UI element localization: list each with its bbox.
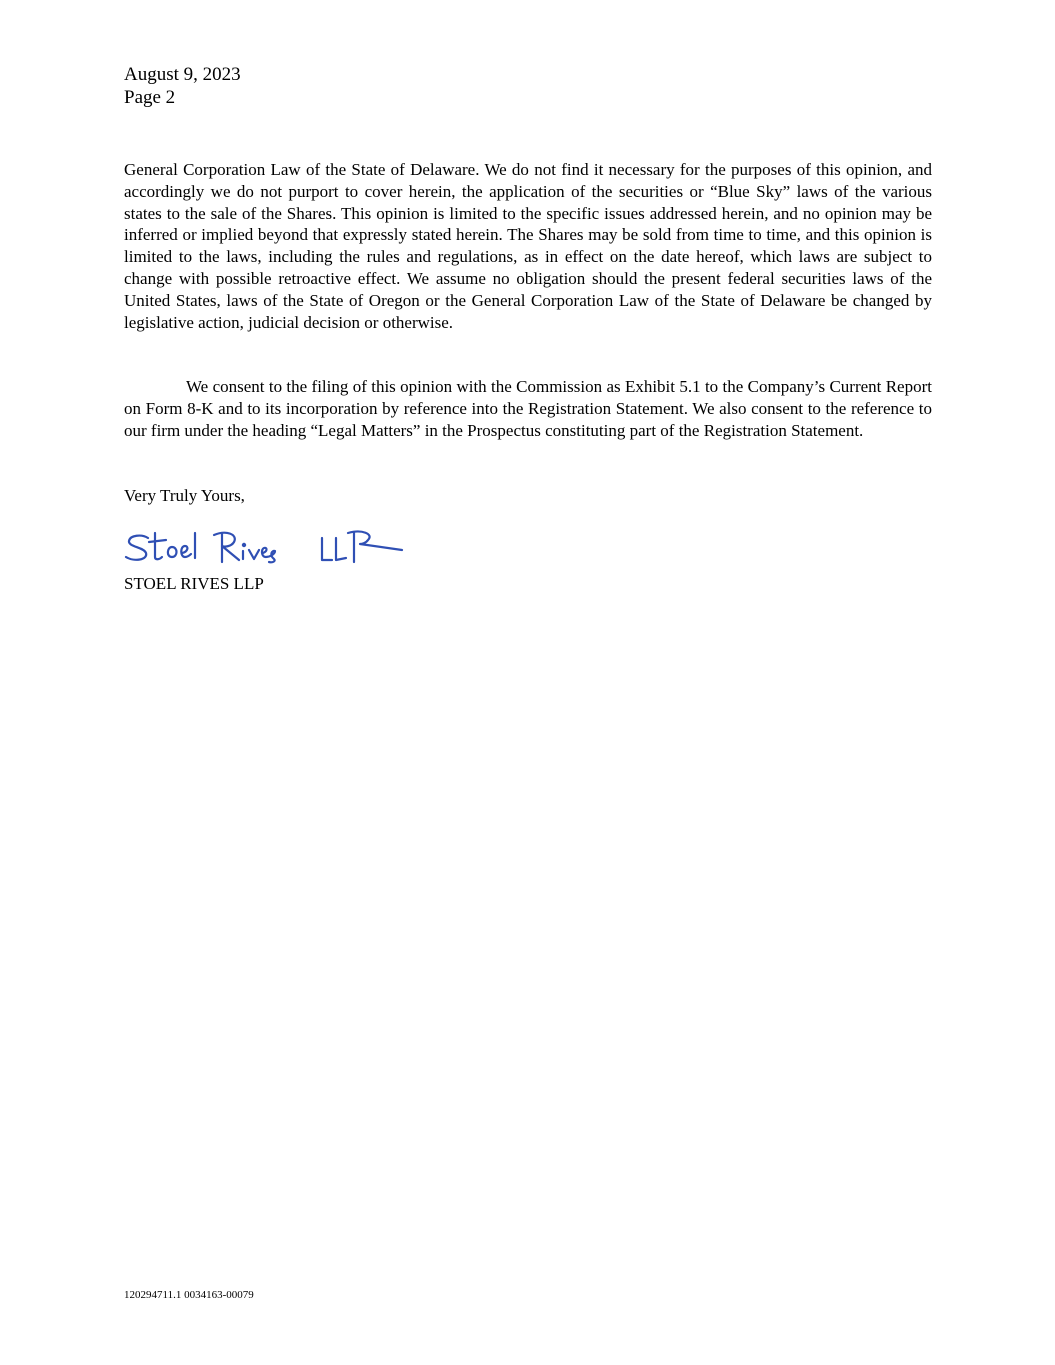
body-paragraph-2: We consent to the filing of this opinion with the Commission as Exhibit 5.1 to the Company’s Current Report on Form 8-K and to its incorporation by reference into the Registration Statement. We also consent to the reference to our firm under the heading “Legal Matters” in the Prospectus constituting part of the Registration Statement. [124,377,932,440]
document-id: 120294711.1 0034163-00079 [124,1289,254,1301]
closing-salutation: Very Truly Yours, [124,486,245,505]
page-number: Page 2 [124,87,176,108]
letter-header [124,63,241,109]
handwritten-signature [122,526,404,574]
letter-date: August 9, 2023 [124,64,241,85]
body-paragraph-1: General Corporation Law of the State of Delaware. We do not find it necessary for the purposes of this opinion, and accordingly we do not purport to cover herein, the application of the securities or “Blue Sky” laws of the various states to the sale of the Shares. This opinion is limited to the specific issues addressed herein, and no opinion may be inferred or implied beyond that expressly stated herein. The Shares may be sold from time to time, and this opinion is limited to the laws, including the rules and regulations, as in effect on the date hereof, which laws are subject to change with possible retroactive effect. We assume no obligation should the present federal securities laws of the United States, laws of the State of Oregon or the General Corporation Law of the State of Delaware be changed by legislative action, judicial decision or otherwise. [124,160,932,332]
firm-name: STOEL RIVES LLP [124,574,264,593]
